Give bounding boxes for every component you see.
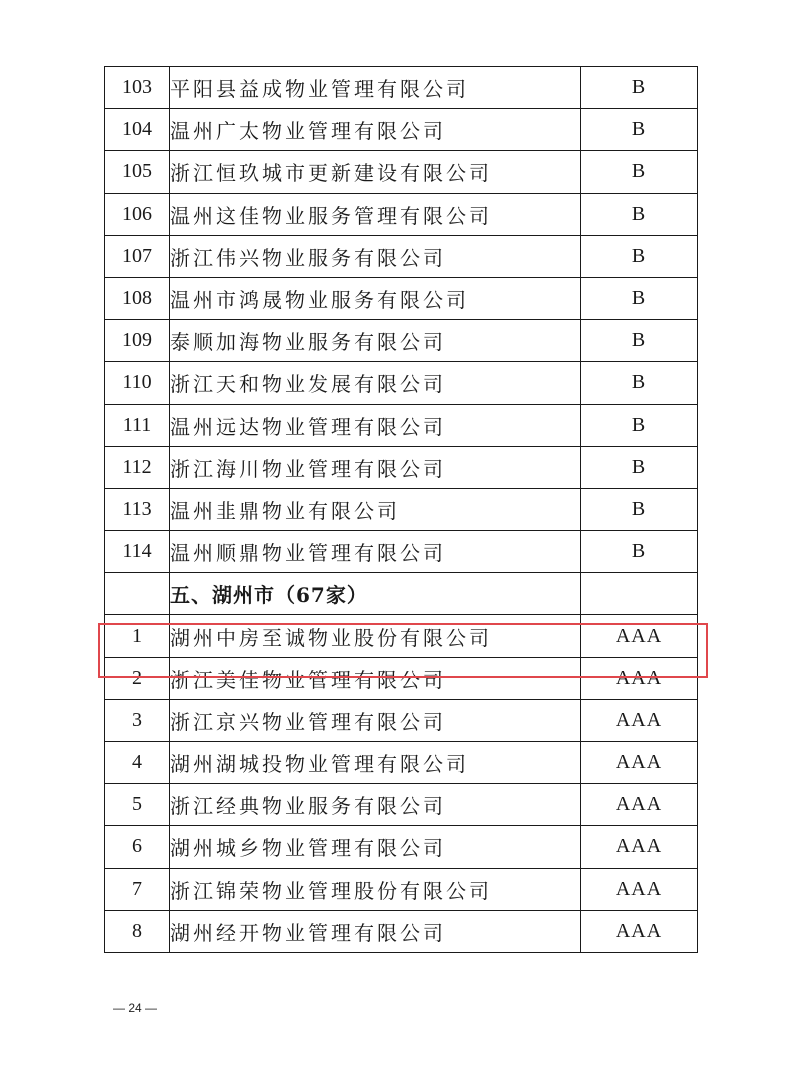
rating-grade: AAA <box>581 615 698 657</box>
table-row <box>105 277 698 319</box>
row-number: 114 <box>105 531 170 573</box>
rating-grade: B <box>581 67 698 109</box>
company-name: 浙江伟兴物业服务有限公司 <box>170 235 581 277</box>
company-name: 湖州经开物业管理有限公司 <box>170 910 581 952</box>
row-number: 1 <box>105 615 170 657</box>
company-name: 平阳县益成物业管理有限公司 <box>170 67 581 109</box>
rating-grade: AAA <box>581 784 698 826</box>
rating-grade: AAA <box>581 742 698 784</box>
table-row <box>105 193 698 235</box>
table-row <box>105 109 698 151</box>
company-name: 浙江锦荣物业管理股份有限公司 <box>170 868 581 910</box>
rating-grade: B <box>581 235 698 277</box>
rating-grade: AAA <box>581 699 698 741</box>
section-header-row <box>105 573 698 615</box>
rating-grade: B <box>581 404 698 446</box>
row-number: 111 <box>105 404 170 446</box>
row-number: 8 <box>105 910 170 952</box>
row-number: 108 <box>105 277 170 319</box>
company-name: 温州广太物业管理有限公司 <box>170 109 581 151</box>
table-row <box>105 404 698 446</box>
rating-grade: AAA <box>581 910 698 952</box>
row-number: 110 <box>105 362 170 404</box>
company-name: 湖州城乡物业管理有限公司 <box>170 826 581 868</box>
rating-grade: B <box>581 488 698 530</box>
rating-grade: B <box>581 362 698 404</box>
table-row <box>105 67 698 109</box>
row-number: 3 <box>105 699 170 741</box>
rating-grade: AAA <box>581 657 698 699</box>
rating-grade: AAA <box>581 826 698 868</box>
empty-cell <box>581 573 698 615</box>
rating-grade: B <box>581 531 698 573</box>
section-title: 五、湖州市（67家） <box>170 573 581 615</box>
rating-grade: B <box>581 446 698 488</box>
table-row <box>105 868 698 910</box>
table-row <box>105 320 698 362</box>
company-name: 浙江恒玖城市更新建设有限公司 <box>170 151 581 193</box>
company-name: 温州远达物业管理有限公司 <box>170 404 581 446</box>
company-name: 温州韭鼎物业有限公司 <box>170 488 581 530</box>
row-number: 2 <box>105 657 170 699</box>
row-number: 109 <box>105 320 170 362</box>
rating-grade: B <box>581 109 698 151</box>
rating-grade: B <box>581 320 698 362</box>
row-number: 113 <box>105 488 170 530</box>
company-name: 温州市鸿晟物业服务有限公司 <box>170 277 581 319</box>
row-number: 103 <box>105 67 170 109</box>
table-row <box>105 826 698 868</box>
table-row <box>105 910 698 952</box>
table-row <box>105 615 698 657</box>
page-number: — 24 — <box>113 1001 158 1015</box>
row-number: 107 <box>105 235 170 277</box>
row-number: 112 <box>105 446 170 488</box>
rating-grade: B <box>581 151 698 193</box>
rating-grade: B <box>581 193 698 235</box>
row-number: 106 <box>105 193 170 235</box>
table-row <box>105 488 698 530</box>
table-row <box>105 657 698 699</box>
empty-cell <box>105 573 170 615</box>
row-number: 5 <box>105 784 170 826</box>
row-number: 7 <box>105 868 170 910</box>
table-row <box>105 446 698 488</box>
company-name: 浙江美佳物业管理有限公司 <box>170 657 581 699</box>
table-row <box>105 784 698 826</box>
company-name: 湖州中房至诚物业股份有限公司 <box>170 615 581 657</box>
table-row <box>105 531 698 573</box>
company-name: 温州这佳物业服务管理有限公司 <box>170 193 581 235</box>
company-name: 浙江经典物业服务有限公司 <box>170 784 581 826</box>
company-name: 湖州湖城投物业管理有限公司 <box>170 742 581 784</box>
company-rating-table <box>104 66 698 953</box>
row-number: 6 <box>105 826 170 868</box>
company-name: 浙江海川物业管理有限公司 <box>170 446 581 488</box>
row-number: 4 <box>105 742 170 784</box>
rating-grade: AAA <box>581 868 698 910</box>
company-name: 温州顺鼎物业管理有限公司 <box>170 531 581 573</box>
row-number: 105 <box>105 151 170 193</box>
company-name: 泰顺加海物业服务有限公司 <box>170 320 581 362</box>
rating-grade: B <box>581 277 698 319</box>
table-row <box>105 699 698 741</box>
company-name: 浙江京兴物业管理有限公司 <box>170 699 581 741</box>
row-number: 104 <box>105 109 170 151</box>
table-row <box>105 151 698 193</box>
table-row <box>105 742 698 784</box>
table-row <box>105 362 698 404</box>
table-row <box>105 235 698 277</box>
company-name: 浙江天和物业发展有限公司 <box>170 362 581 404</box>
